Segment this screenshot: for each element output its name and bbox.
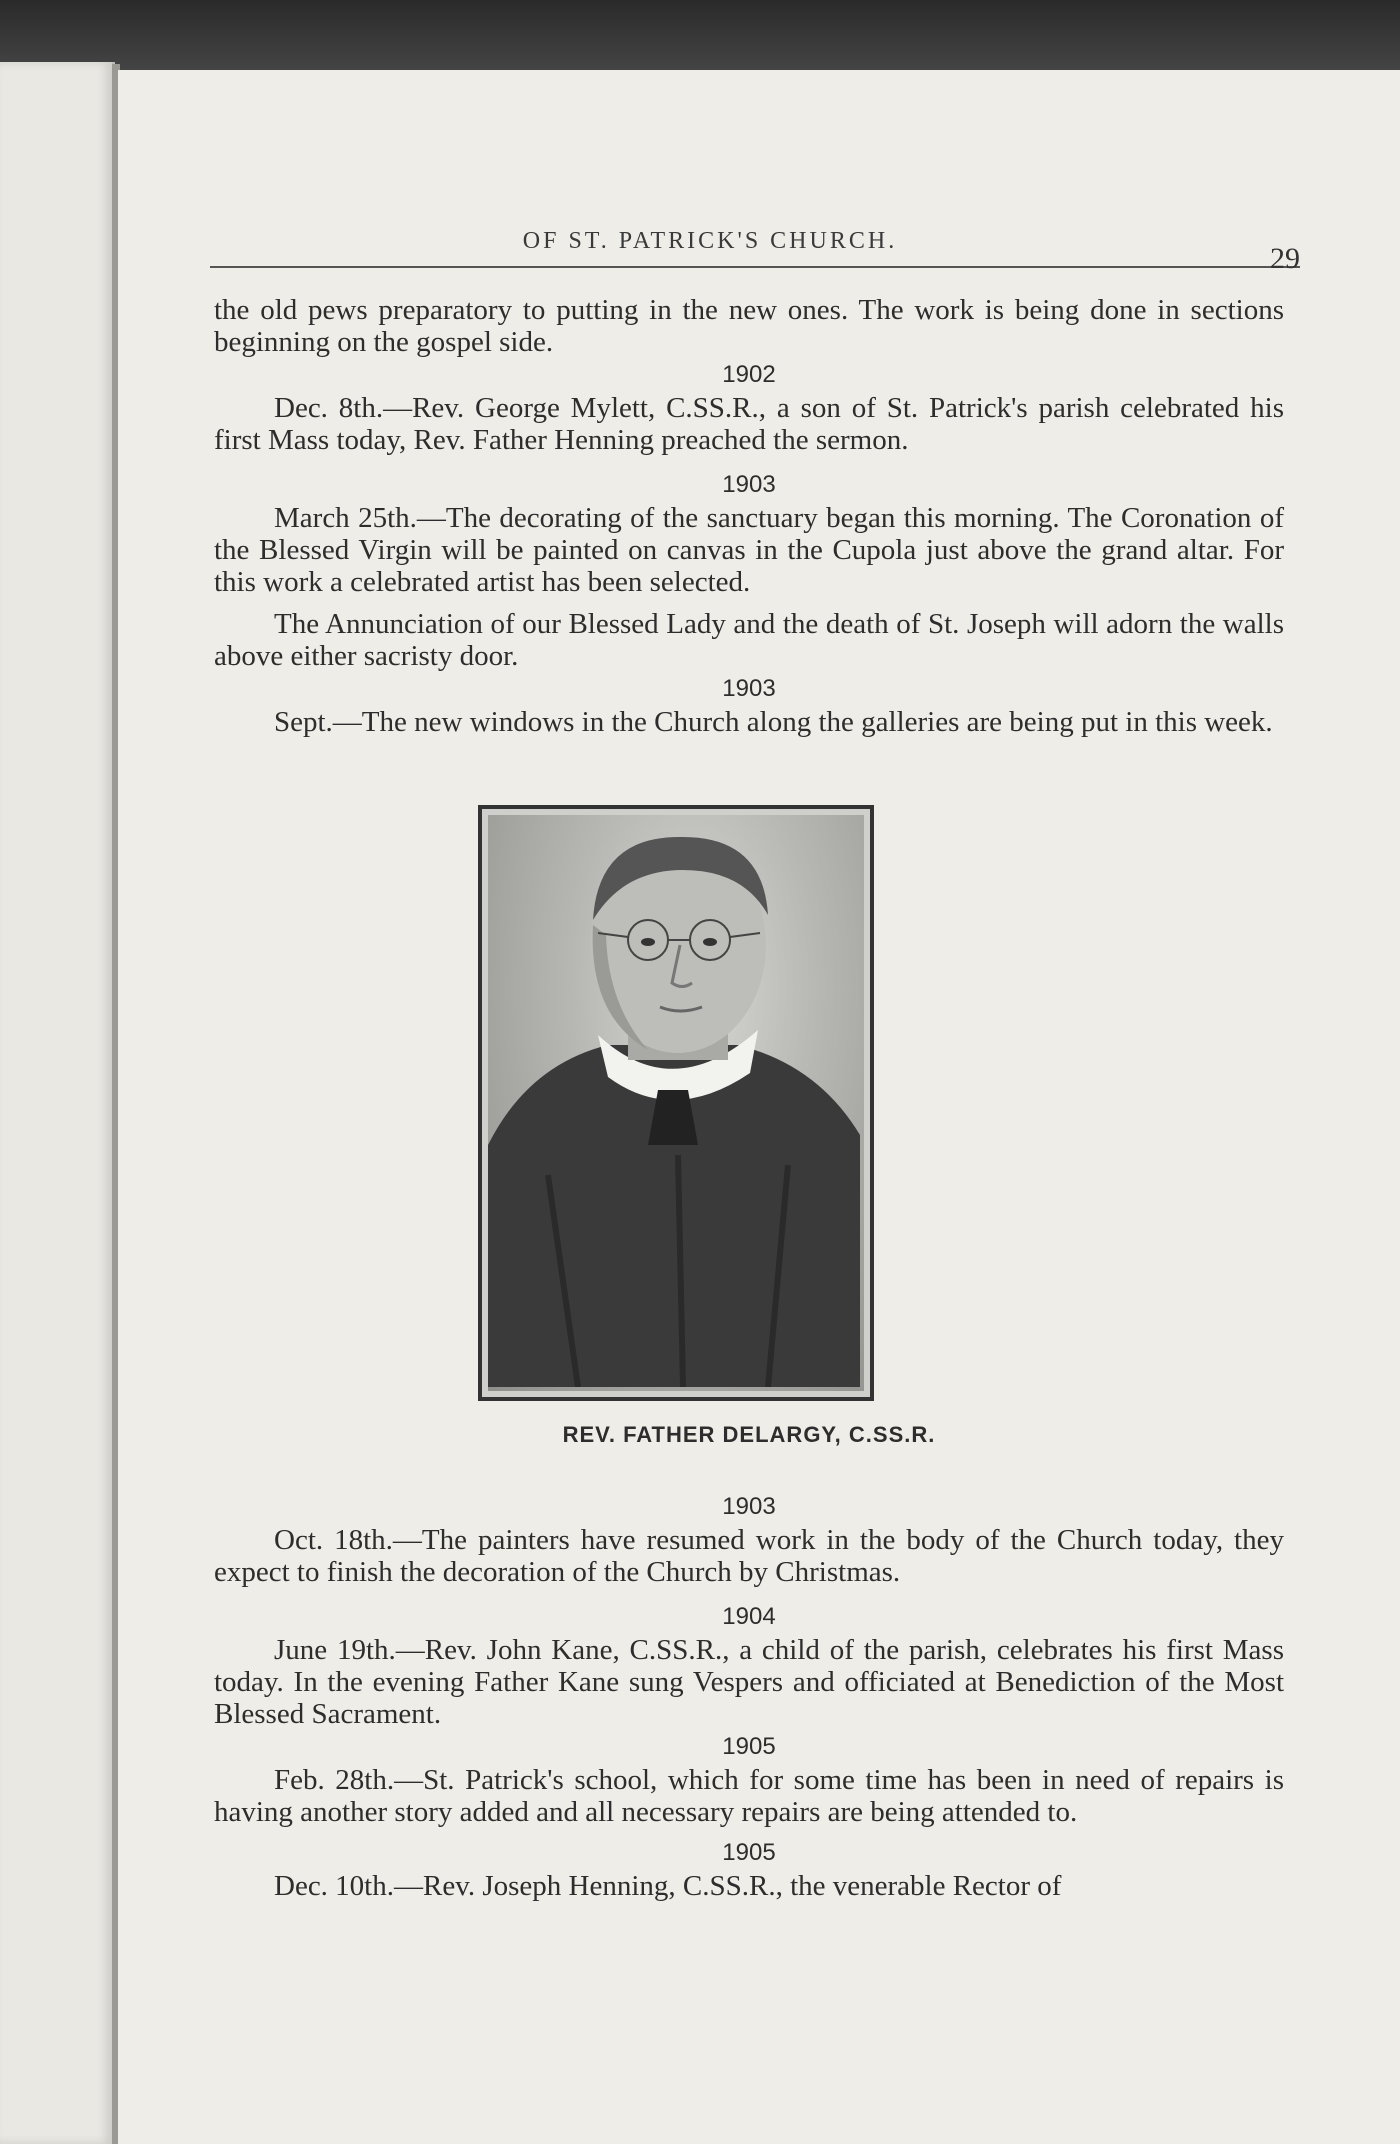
paragraph: the old pews preparatory to putting in the new ones. The work is being done in sections beginning on the gospel side. [214,294,1284,358]
year-heading: 1903 [722,471,776,498]
portrait-illustration [488,815,860,1387]
paragraph: March 25th.—The decorating of the sanctuary began this morning. The Coronation of the Blessed Virgin will be painted on canvas in the Cupola just above the grand altar. For this work a celebrated artist has been selected. [214,502,1284,598]
paragraph: Dec. 8th.—Rev. George Mylett, C.SS.R., a son of St. Patrick's parish celebrated his first Mass today, Rev. Father Henning preached the sermon. [214,392,1284,456]
paragraph: Sept.—The new windows in the Church along the galleries are being put in this week. [274,706,1273,738]
running-title: OF ST. PATRICK'S CHURCH. [522,228,898,254]
year-heading: 1903 [722,675,776,702]
portrait-photo [478,805,874,1401]
paragraph: Dec. 10th.—Rev. Joseph Henning, C.SS.R., the venerable Rector of [274,1870,1062,1902]
portrait-image [488,815,864,1391]
photo-caption: REV. FATHER DELARGY, C.SS.R. [562,1422,936,1447]
facing-page-edge [0,62,115,2144]
scanner-background [0,0,1400,70]
year-heading: 1905 [722,1733,776,1760]
paragraph: Oct. 18th.—The painters have resumed work in the body of the Church today, they expect to finish the decoration of the Church by Christmas. [214,1524,1284,1588]
book-page [118,70,1400,2144]
text-block-top [214,294,1284,738]
paragraph: June 19th.—Rev. John Kane, C.SS.R., a child of the parish, celebrates his first Mass today. In the evening Father Kane sung Vespers and officiated at Benediction of the Most Blessed Sacrament. [214,1634,1284,1730]
text-block-bottom [214,1490,1284,1902]
year-heading: 1902 [722,361,776,388]
page-number: 29 [1270,242,1300,275]
year-heading: 1903 [722,1493,776,1520]
paragraph: Feb. 28th.—St. Patrick's school, which for some time has been in need of repairs is having another story added and all necessary repairs are being attended to. [214,1764,1284,1828]
running-head [210,166,1300,275]
year-heading: 1904 [722,1603,776,1630]
paragraph: The Annunciation of our Blessed Lady and the death of St. Joseph will adorn the walls above either sacristy door. [214,608,1284,672]
year-heading: 1905 [722,1839,776,1866]
